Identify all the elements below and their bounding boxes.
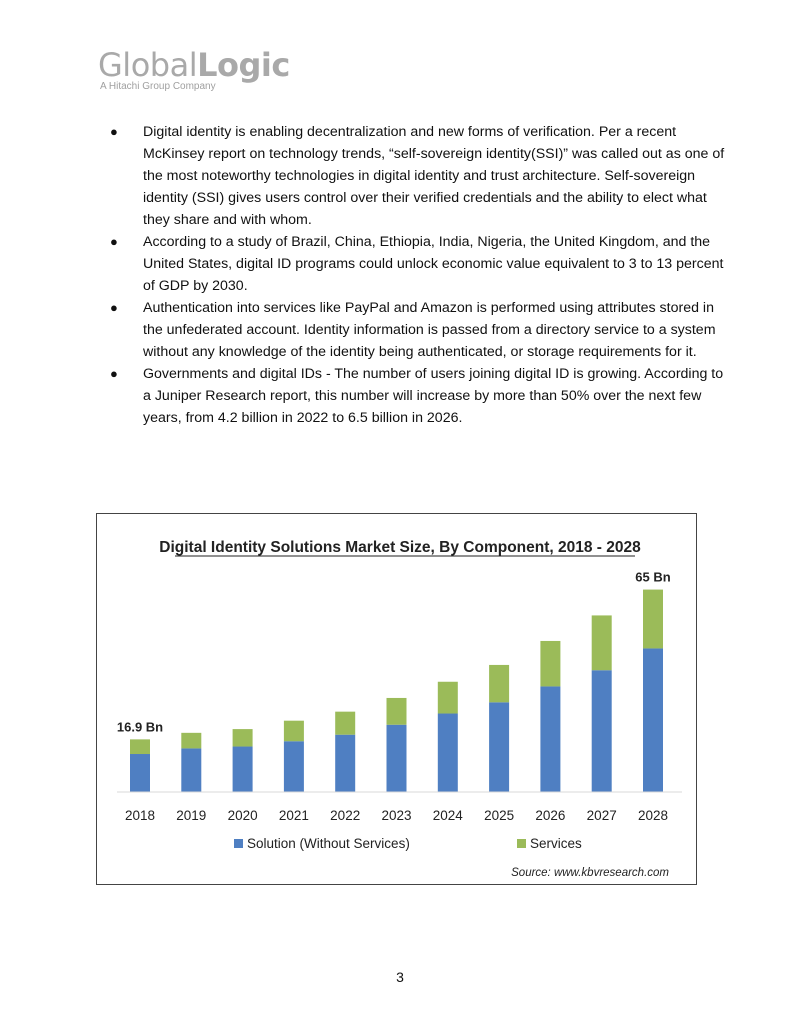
bullet-list xyxy=(110,121,730,429)
bar-solution xyxy=(592,670,612,792)
x-tick-label: 2020 xyxy=(227,808,258,823)
market-size-chart xyxy=(96,513,697,885)
bar-services xyxy=(643,590,663,649)
bar-solution xyxy=(540,686,560,792)
bar-services xyxy=(130,739,150,754)
x-tick-label: 2025 xyxy=(484,808,515,823)
bullet-dot-icon: ● xyxy=(110,124,118,139)
data-annotation: 16.9 Bn xyxy=(116,719,164,735)
bullet-text: Authentication into services like PayPal and Amazon is performed using attributes stored in the unfederated account. Identity information is passed from a directory service to a system without any knowledge of the identity being authenticated, or storage requirements for it. xyxy=(143,300,716,360)
bar-solution xyxy=(335,735,355,792)
bar-solution xyxy=(284,741,304,792)
x-tick-label: 2023 xyxy=(381,808,412,823)
bar-services xyxy=(387,698,407,725)
page-number: 3 xyxy=(396,969,404,985)
bullet-text: According to a study of Brazil, China, Ethiopia, India, Nigeria, the United Kingdom, and the United States, digital ID programs could unlock economic value equivalent to 3 to 13 percent of GDP by 2030. xyxy=(143,234,724,294)
globallogic-logo xyxy=(98,48,290,92)
bullet-text: Digital identity is enabling decentralization and new forms of verification. Per a recent McKinsey report on technology trends, “self-sovereign identity(SSI)” was called out as one of the most noteworthy technologies in digital identity and trust architecture. Self-sovereign identity (SSI) gives users control over their verified credentials and the ability to elect what they share and with whom. xyxy=(143,124,725,228)
bar-solution xyxy=(181,748,201,792)
bullet-dot-icon: ● xyxy=(110,366,118,381)
bar-services xyxy=(181,733,201,749)
bar-services xyxy=(540,641,560,686)
bullet-item xyxy=(110,363,730,429)
x-tick-label: 2018 xyxy=(124,808,156,823)
legend-swatch xyxy=(234,839,243,848)
bar-services xyxy=(438,682,458,714)
logo-tagline: A Hitachi Group Company xyxy=(100,81,216,92)
bullet-text: Governments and digital IDs - The number of users joining digital ID is growing. According to a Juniper Research report, this number will increase by more than 50% over the next few years, from 4.2 billion in 2022 to 6.5 billion in 2026. xyxy=(143,366,724,426)
logo-wordmark xyxy=(98,48,290,82)
bar-solution xyxy=(387,725,407,792)
legend-label: Solution (Without Services) xyxy=(247,836,410,851)
bullet-dot-icon: ● xyxy=(110,300,118,315)
x-tick-label: 2022 xyxy=(330,808,361,823)
x-tick-label: 2019 xyxy=(176,808,207,823)
bar-solution xyxy=(643,648,663,792)
data-annotation: 65 Bn xyxy=(635,569,671,585)
logo-wordmark-light: Global xyxy=(98,46,198,84)
x-tick-label: 2028 xyxy=(637,808,669,823)
bullet-dot-icon: ● xyxy=(110,234,118,249)
bar-solution xyxy=(438,714,458,792)
bar-services xyxy=(233,729,253,746)
bar-services xyxy=(335,712,355,735)
chart-title: Digital Identity Solutions Market Size, By Component, 2018 - 2028 xyxy=(159,539,641,556)
chart-source: Source: www.kbvresearch.com xyxy=(511,867,669,879)
logo-wordmark-bold: Logic xyxy=(197,46,290,84)
bar-services xyxy=(592,615,612,670)
chart-svg xyxy=(97,514,696,884)
x-tick-label: 2026 xyxy=(535,808,566,823)
bar-solution xyxy=(489,702,509,792)
bar-solution xyxy=(233,747,253,792)
bullet-item xyxy=(110,231,730,297)
legend-swatch xyxy=(517,839,526,848)
bar-services xyxy=(284,721,304,742)
bar-services xyxy=(489,665,509,702)
x-tick-label: 2021 xyxy=(278,808,309,823)
legend-label: Services xyxy=(530,836,582,851)
x-tick-label: 2024 xyxy=(432,808,463,823)
bar-solution xyxy=(130,754,150,792)
bullet-item xyxy=(110,297,730,363)
bullet-item xyxy=(110,121,730,231)
x-tick-label: 2027 xyxy=(586,808,617,823)
